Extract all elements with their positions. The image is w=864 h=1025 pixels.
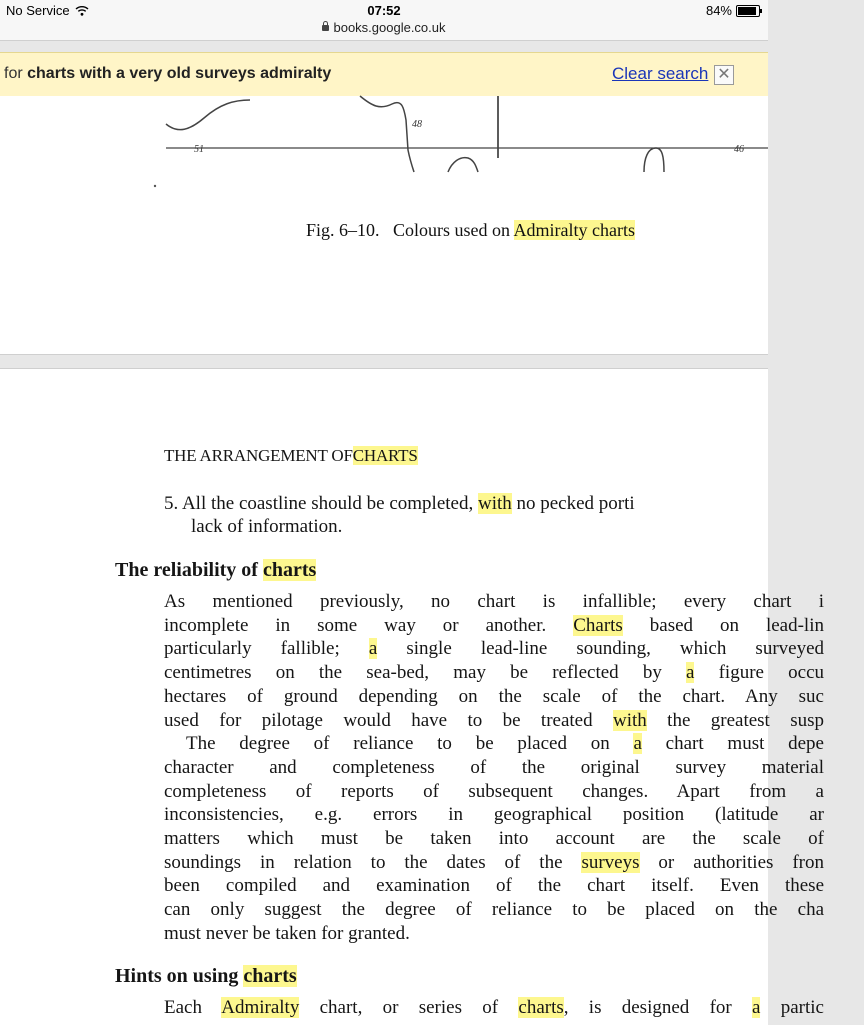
search-highlight: Charts [573,614,623,636]
text-run: Each [164,997,222,1018]
text-run: single lead-line sounding, which surveyed [377,638,825,660]
text-run: partic [760,997,824,1018]
chart-figure-fragment [0,96,768,196]
text-line [164,614,824,638]
battery-group [706,3,760,18]
item-line2: lack of information. [191,516,343,537]
running-head-text: THE ARRANGEMENT OF [164,446,353,465]
text-run: As mentioned previously, no chart is infallible; every chart i [164,591,824,612]
item-line1-b: no pecked porti [516,493,635,514]
text-line [164,851,824,875]
text-line [164,898,824,922]
address-bar[interactable] [0,20,768,41]
status-bar [0,0,768,20]
text-run: based on lead-lin [622,614,824,636]
text-run: can only suggest the degree of reliance to be placed on the cha [164,899,824,921]
clear-search-link[interactable]: Clear search [612,64,709,83]
heading-text: Hints on using [115,965,239,987]
text-line [164,661,824,685]
text-run: inconsistencies, e.g. errors in geographical position (latitude ar [164,804,824,826]
text-run: centimetres on the sea-bed, may be reflected by [164,662,686,684]
search-terms: charts with a very old surveys admiralty [27,65,332,82]
heading-text: The reliability of [115,559,258,581]
search-highlight: a [686,662,695,684]
sounding-label-51: 51 [194,144,204,155]
search-highlight: Admiralty [221,997,300,1018]
text-run: soundings in relation to the dates of the [164,851,582,873]
text-run: incomplete in some way or another. [164,614,574,636]
book-page-figure [0,96,768,355]
text-run: used for pilotage would have to be treated [164,709,613,731]
text-line [164,709,824,733]
text-run: , is designed for [563,997,753,1018]
text-run: The degree of reliance to be placed on [186,733,634,755]
caption-highlight-charts: charts [592,220,636,240]
text-line [164,637,824,661]
section-heading-hints [115,965,297,988]
search-highlight: surveys [581,851,640,873]
carrier-label: No Service [6,3,70,18]
sounding-label-48: 48 [412,119,422,130]
paragraph-reliability [164,590,864,946]
text-line [164,780,824,804]
search-highlight: a [633,733,642,755]
search-highlight: a [752,997,761,1018]
text-run: the greatest susp [646,709,825,731]
text-line [164,922,824,946]
running-head-highlight: CHARTS [352,446,418,465]
text-line [164,827,824,851]
text-run: hectares of ground depending on the scale of the chart. Any suc [164,685,824,707]
search-highlight: with [613,709,647,731]
figure-caption [306,220,635,241]
text-line [164,996,824,1020]
text-run: figure occu [694,662,825,684]
caption-text: Colours used on [393,220,511,240]
numbered-item-5 [164,493,635,538]
clock: 07:52 [367,3,401,18]
text-line [164,732,824,756]
book-page-text [0,368,825,1025]
lock-icon [322,25,329,31]
search-query [4,65,331,83]
text-run: chart must depe [641,733,824,755]
heading-highlight: charts [262,559,317,581]
text-run: chart, or series of [299,997,519,1018]
paragraph-hints [164,996,864,1020]
item-line1-highlight: with [477,493,512,514]
text-line [164,756,824,780]
search-prefix: for [4,65,23,82]
figure-number: Fig. 6–10. [306,220,380,240]
text-run: been compiled and examination of the chart itself. Even these [164,875,824,897]
heading-highlight: charts [243,965,297,987]
text-line [164,590,824,614]
text-run: character and completeness of the original survey material [164,756,824,778]
search-highlight: a [368,638,378,660]
battery-percent: 84% [705,3,732,18]
item-number: 5. [164,493,179,514]
caption-highlight-admiralty: Admiralty [513,220,588,240]
sounding-label-46: 46 [734,144,744,155]
text-run: particularly fallible; [164,638,369,660]
close-icon[interactable]: ✕ [714,65,734,85]
item-line1-a: All the coastline should be completed, [181,493,474,514]
running-head [164,446,418,466]
search-highlight: charts [518,997,564,1018]
search-banner [0,52,768,98]
section-heading-reliability [115,559,316,582]
text-line [164,685,824,709]
text-line [164,874,824,898]
text-run: matters which must be taken into account are the scale of [164,828,824,850]
text-run: must never be taken for granted. [164,922,410,944]
text-run: or authorities fron [639,851,824,873]
text-run: completeness of reports of subsequent changes. Apart from a [164,780,824,802]
battery-icon [736,5,760,17]
text-line [164,803,824,827]
url-text: books.google.co.uk [333,20,446,35]
